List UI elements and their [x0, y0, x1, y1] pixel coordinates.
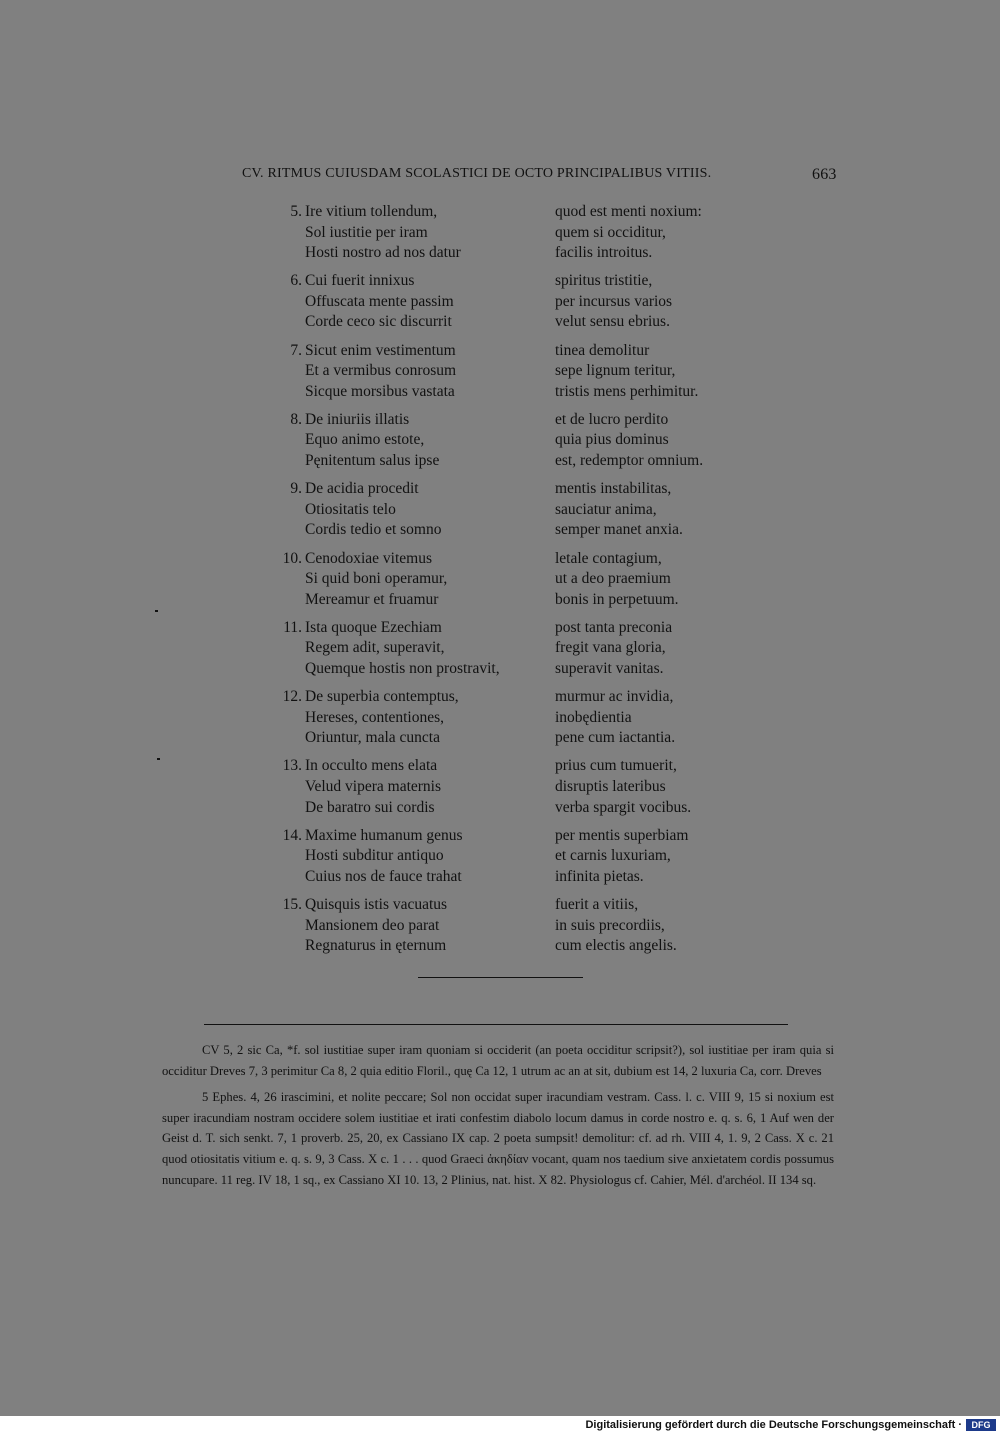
poem-end-rule — [418, 977, 583, 978]
verse-line: Si quid boni operamur, — [305, 570, 448, 588]
margin-mark — [155, 610, 158, 612]
verse-line: Quisquis istis vacuatus — [305, 896, 448, 913]
verse-line: et carnis luxuriam, — [555, 847, 671, 865]
stanza-number: 9. — [290, 480, 302, 498]
verse-line: disruptis lateribus — [555, 777, 666, 795]
verse-line: velut sensu ebrius. — [555, 313, 670, 331]
verse-line: inobędientia — [555, 708, 632, 726]
verse-line: Cui fuerit innixus — [305, 272, 415, 290]
stanza-number: 6. — [290, 272, 302, 290]
verse-line: et de lucro perdito — [555, 410, 669, 428]
source-notes: 5 Ephes. 4, 26 irascimini, et nolite peccare; Sol non occidat super iracundiam vestram. Cass. l. c. VIII 9, 15 si noxium est super iracundiam nostram occidere solem iustitiae et irati confestim diabolo locum damus in corde nostro e. q. s. 6, 1 Auf wen der Geist d. T. sich senkt. 7, 1 proverb. 25, 20, ex Cassiano IX cap. 2 poeta sumpsit! demolitur: cf. ad rh. VIII 4, 1. 9, 2 Cass. X c. 21 quod otiositatis vitium e. q. s. 9, 3 Cass. X c. 1 . . . quod Graeci ἀκηδίαν vocant, quam nos taedium sive anxietatem cordis possumus nuncupare. 11 reg. IV 18, 1 sq., ex Cassiano XI 10. 13, 2 Plinius, nat. hist. X 82. Physiologus cf. Cahier, Mél. d'archéol. II 134 sq. — [162, 1090, 834, 1187]
verse-line: Velud vipera maternis — [305, 777, 442, 795]
verse-line: in suis precordiis, — [555, 916, 665, 934]
first-half-lines — [305, 756, 441, 818]
verse-line: quia pius dominus — [555, 431, 669, 449]
verse-line: Corde ceco sic discurrit — [305, 313, 452, 331]
verse-line: Quemque hostis non prostravit, — [305, 659, 500, 677]
verse-line: prius cum tumuerit, — [555, 757, 677, 775]
verse-line: mentis instabilitas, — [555, 480, 672, 498]
verse-line: tinea demolitur — [555, 341, 650, 359]
stanza-number: 10. — [282, 549, 302, 567]
critical-apparatus: CV 5, 2 sic Ca, *f. sol iustitiae super iram quoniam si occiderit (an poeta occiditur scripsit?), sol iustitiae per iram quia si occiditur Dreves 7, 3 perimitur Ca 8, 2 quia editio Floril., quę Ca 12, 1 utrum ac an at sit, dubium est 14, 2 luxuria Ca, corr. Dreves — [162, 1043, 834, 1078]
second-half-lines — [555, 410, 703, 472]
first-half-lines — [305, 618, 500, 680]
first-half-lines — [305, 202, 461, 264]
verse-line: Sicut enim vestimentum — [305, 341, 456, 359]
verse-line: facilis introitus. — [555, 244, 653, 262]
verse-line: De acidia procedit — [305, 480, 419, 498]
verse-line: Ire vitium tollendum, — [305, 203, 438, 220]
verse-line: cum electis angelis. — [555, 937, 677, 955]
verse-line: sepe lignum teritur, — [555, 362, 676, 380]
verse-line: semper manet anxia. — [555, 521, 683, 539]
verse-line: verba spargit vocibus. — [555, 798, 692, 816]
verse-line: Hereses, contentiones, — [305, 708, 445, 726]
second-half-lines — [555, 341, 698, 403]
verse-line: Maxime humanum genus — [305, 826, 463, 844]
verse-line: ut a deo praemium — [555, 570, 671, 588]
verse-line: In occulto mens elata — [305, 757, 438, 775]
verse-line: Sol iustitie per iram — [305, 223, 428, 241]
verse-line: Otiositatis telo — [305, 500, 396, 518]
verse-line: Offuscata mente passim — [305, 292, 454, 310]
stanza-number: 15. — [282, 896, 302, 913]
verse-line: murmur ac invidia, — [555, 688, 674, 706]
verse-line: fuerit a vitiis, — [555, 896, 639, 913]
verse-line: Cuius nos de fauce trahat — [305, 867, 462, 885]
verse-line: Oriuntur, mala cuncta — [305, 729, 440, 747]
stanza-number: 13. — [282, 757, 302, 775]
stanza-number: 14. — [282, 826, 302, 844]
second-half-lines — [555, 756, 691, 818]
second-half-lines — [555, 618, 672, 680]
dfg-logo: DFG — [966, 1419, 996, 1431]
stanza-number: 5. — [290, 203, 302, 220]
second-half-lines — [555, 479, 683, 541]
verse-line: De baratro sui cordis — [305, 798, 435, 816]
verse-line: tristis mens perhimitur. — [555, 382, 699, 400]
page-title: CV. RITMUS CUIUSDAM SCOLASTICI DE OCTO PRINCIPALIBUS VITIIS. — [242, 166, 712, 181]
stanza-number: 11. — [283, 618, 302, 636]
first-half-lines — [305, 479, 441, 541]
verse-line: Sicque morsibus vastata — [305, 382, 455, 400]
first-half-lines — [305, 271, 454, 333]
verse-line: De superbia contemptus, — [305, 688, 459, 706]
digitization-credit: Digitalisierung gefördert durch die Deutsche Forschungsgemeinschaft · — [585, 1419, 962, 1431]
footnote-rule — [204, 1024, 788, 1025]
verse-line: bonis in perpetuum. — [555, 590, 679, 608]
second-half-lines — [555, 271, 672, 333]
verse-line: est, redemptor omnium. — [555, 452, 704, 470]
verse-line: post tanta preconia — [555, 618, 673, 636]
first-half-lines — [305, 549, 447, 611]
verse-line: per incursus varios — [555, 292, 673, 310]
stanza-number: 7. — [290, 341, 302, 359]
verse-line: Et a vermibus conrosum — [305, 362, 457, 380]
verse-line: Hosti subditur antiquo — [305, 847, 444, 865]
second-half-lines — [555, 687, 675, 749]
digitization-credit-bar — [0, 1416, 1000, 1434]
first-half-lines — [305, 687, 459, 749]
verse-line: fregit vana gloria, — [555, 639, 666, 657]
first-half-lines — [305, 895, 447, 957]
verse-line: Hosti nostro ad nos datur — [305, 244, 461, 262]
verse-line: quod est menti noxium: — [555, 203, 702, 220]
verse-line: sauciatur anima, — [555, 500, 657, 518]
first-half-lines — [305, 341, 456, 403]
stanza-number: 12. — [282, 688, 302, 706]
stanza-number: 8. — [290, 410, 302, 428]
verse-line: Cenodoxiae vitemus — [305, 549, 432, 567]
verse-line: per mentis superbiam — [555, 826, 689, 844]
verse-line: infinita pietas. — [555, 867, 644, 885]
margin-mark — [157, 758, 160, 760]
second-half-lines — [555, 826, 688, 888]
verse-line: Ista quoque Ezechiam — [305, 618, 442, 636]
second-half-lines — [555, 202, 702, 264]
verse-line: Equo animo estote, — [305, 431, 425, 449]
verse-line: Mansionem deo parat — [305, 916, 440, 934]
verse-line: Regnaturus in ęternum — [305, 937, 447, 955]
verse-line: Regem adit, superavit, — [305, 639, 445, 657]
first-half-lines — [305, 826, 463, 888]
verse-line: Mereamur et fruamur — [305, 590, 439, 608]
verse-line: quem si occiditur, — [555, 223, 666, 241]
verse-line: superavit vanitas. — [555, 659, 664, 677]
verse-line: Cordis tedio et somno — [305, 521, 442, 539]
verse-line: letale contagium, — [555, 549, 662, 567]
verse-line: spiritus tristitie, — [555, 272, 653, 290]
second-half-lines — [555, 549, 679, 611]
verse-line: De iniuriis illatis — [305, 410, 410, 428]
verse-line: Pęnitentum salus ipse — [305, 452, 440, 470]
second-half-lines — [555, 895, 677, 957]
footnotes — [162, 1040, 834, 1196]
verse-line: pene cum iactantia. — [555, 729, 676, 747]
first-half-lines — [305, 410, 439, 472]
page-number: 663 — [812, 166, 837, 183]
